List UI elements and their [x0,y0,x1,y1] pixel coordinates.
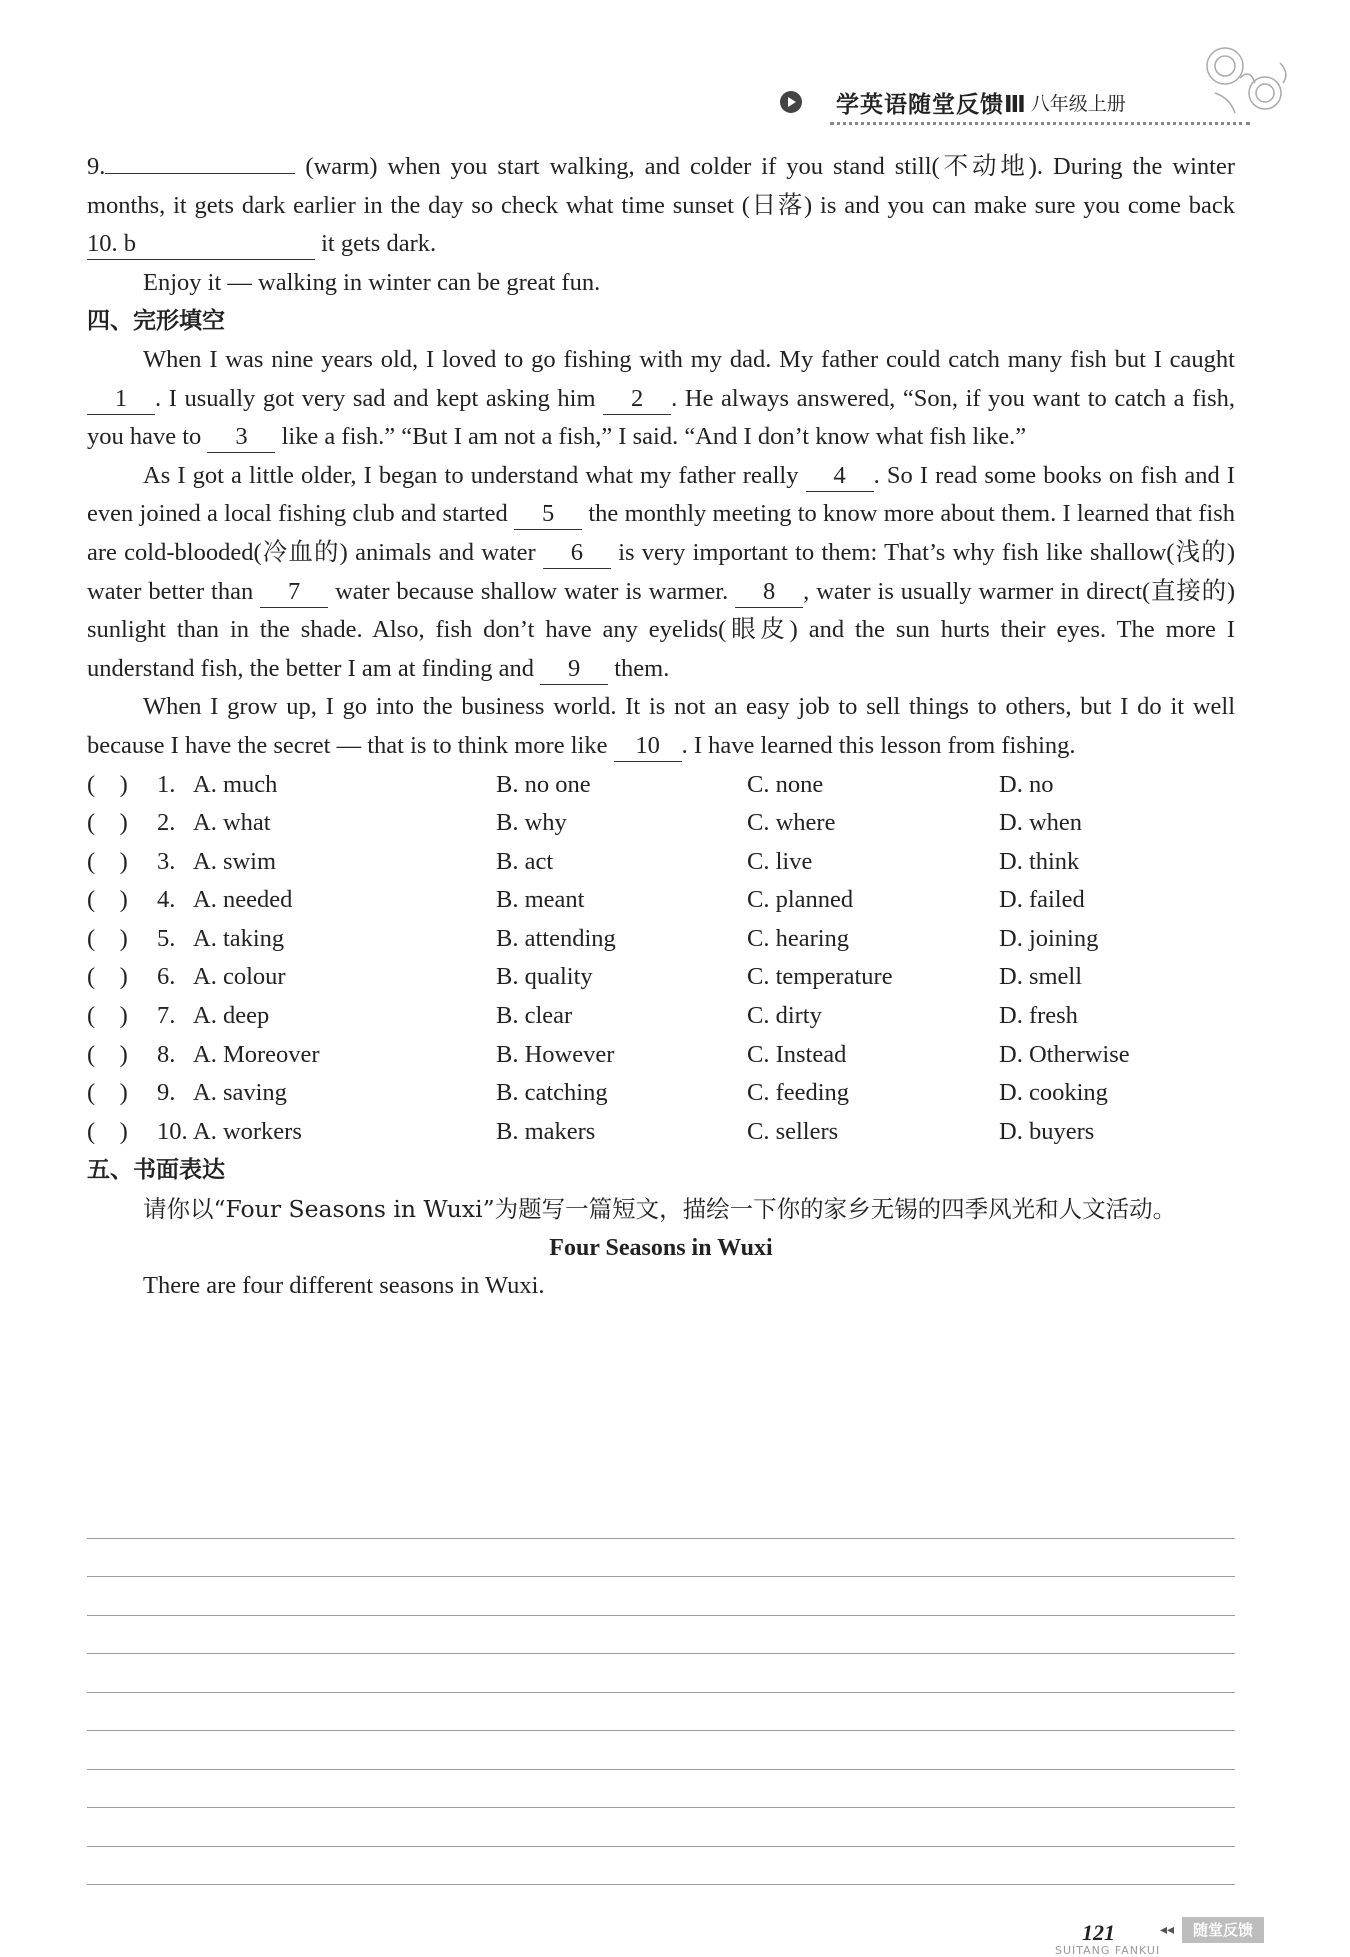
answer-paren[interactable]: ( ) [87,1117,128,1145]
essay-title: Four Seasons in Wuxi [549,1234,773,1261]
answer-paren[interactable]: ( ) [87,963,128,991]
option-c[interactable]: C. temperature [747,963,893,991]
answer-blank[interactable] [105,173,295,174]
option-c[interactable]: C. none [747,770,824,798]
question-number: 3. [157,847,176,875]
question-number: 2. [157,809,176,837]
question-number: 7. [157,1002,176,1030]
question-number: 9. [157,1079,176,1107]
option-row [87,997,1235,1036]
option-row [87,1036,1235,1075]
cloze-blank: 2 [603,384,671,415]
answer-paren[interactable]: ( ) [87,809,128,837]
cloze-blank: 10 [614,731,682,762]
option-c[interactable]: C. feeding [747,1079,850,1107]
option-a[interactable]: A. what [193,809,271,837]
grade-label: 八年级上册 [1030,92,1126,115]
cloze-paragraph [87,457,1235,689]
answer-blank[interactable] [87,229,315,260]
question-number: 9. [87,153,106,180]
cloze-blank: 3 [207,422,275,453]
answer-paren[interactable]: ( ) [87,1002,128,1030]
passage-text: As I got a little older, I began to understand what my father really [143,461,799,489]
option-row [87,958,1235,997]
cloze-blank: 6 [543,538,611,569]
option-row [87,804,1235,843]
option-c[interactable]: C. sellers [747,1117,839,1145]
option-d[interactable]: D. think [999,847,1080,875]
writing-prompt: 请你以“Four Seasons in Wuxi”为题写一篇短文，描绘一下你的家乡无锡的四季风光和人文活动。 [143,1195,1177,1224]
page-content [87,148,1235,1306]
option-d[interactable]: D. joining [999,924,1099,952]
answer-paren[interactable]: ( ) [87,924,128,952]
cloze-paragraph [87,688,1235,765]
option-d[interactable]: D. when [999,809,1083,837]
reading-text: it gets dark. [321,230,437,258]
option-row [87,843,1235,882]
answer-paren[interactable]: ( ) [87,847,128,875]
writing-line[interactable] [87,1731,1235,1770]
option-b[interactable]: B. However [496,1040,615,1068]
option-b[interactable]: B. no one [496,770,591,798]
cloze-blank: 5 [514,499,582,530]
question-number: 10. [157,1117,188,1145]
cloze-paragraph [87,341,1235,457]
option-b[interactable]: B. why [496,809,567,837]
blank-hint: 10. b [87,230,136,258]
option-row [87,881,1235,920]
option-c[interactable]: C. planned [747,886,854,914]
passage-text: the monthly meeting to know more about them. I learned that fish are cold-blooded(冷血的) animals and water [87,500,1236,566]
writing-line[interactable] [87,1539,1235,1578]
option-b[interactable]: B. clear [496,1002,573,1030]
option-b[interactable]: B. catching [496,1079,608,1107]
question-number: 8. [157,1040,176,1068]
page-header [780,82,1250,122]
passage-text: . He always answered, “Son, if you want to catch a fish, you have to [87,384,1236,451]
writing-line[interactable] [87,1577,1235,1616]
answer-paren[interactable]: ( ) [87,886,128,914]
option-d[interactable]: D. no [999,770,1054,798]
passage-text: , water is usually warmer in direct(直接的) sunlight than in the shade. Also, fish don’t have any eyelids(眼皮) and the sun hurts their eyes. The more I understand fish, the better I am at finding and [87,577,1236,682]
option-a[interactable]: A. Moreover [193,1040,320,1068]
passage-text: . So I read some books on fish and I even joined a local fishing club and started [87,461,1236,528]
option-b[interactable]: B. attending [496,924,616,952]
writing-line[interactable] [87,1654,1235,1693]
cloze-blank: 7 [260,577,328,608]
option-d[interactable]: D. buyers [999,1117,1095,1145]
writing-line[interactable] [87,1770,1235,1809]
option-d[interactable]: D. Otherwise [999,1040,1130,1068]
option-a[interactable]: A. taking [193,924,285,952]
passage-text: When I grow up, I go into the business world. It is not an easy job to sell things to others, but I do it well because I have the secret — that is to think more like [87,693,1235,759]
arrow-icon: ◂◂ [1160,1923,1175,1938]
option-c[interactable]: C. live [747,847,813,875]
option-c[interactable]: C. hearing [747,924,850,952]
option-c[interactable]: C. Instead [747,1040,847,1068]
answer-paren[interactable]: ( ) [87,1079,128,1107]
passage-text: . I usually got very sad and kept asking him [155,384,596,412]
footer-subtitle: SUITANG FANKUI [1055,1944,1161,1957]
option-a[interactable]: A. workers [193,1117,302,1145]
passage-text: . I have learned this lesson from fishing. [681,731,1076,759]
writing-line[interactable] [87,1500,1235,1539]
header-divider [830,122,1250,125]
option-a[interactable]: A. deep [193,1002,270,1030]
option-row [87,1074,1235,1113]
option-row [87,920,1235,959]
writing-line[interactable] [87,1616,1235,1655]
cloze-blank: 9 [540,654,608,685]
question-number: 5. [157,924,176,952]
page-number: 121 [1082,1920,1115,1945]
section-title-writing: 五、书面表达 [87,1157,225,1184]
passage-text: like a fish.” “But I am not a fish,” I said. “And I don’t know what fish like.” [281,423,1027,451]
writing-line[interactable] [87,1847,1235,1886]
reading-text: (warm) when you start walking, and colder if you stand still(不动地). During the winter months, it gets dark earlier in the day so check what time sunset (日落) is and you can make sure you come back [87,153,1236,219]
option-c[interactable]: C. dirty [747,1002,822,1030]
option-d[interactable]: D. smell [999,963,1083,991]
option-d[interactable]: D. fresh [999,1002,1078,1030]
answer-paren[interactable]: ( ) [87,770,128,798]
passage-text: When I was nine years old, I loved to go fishing with my dad. My father could catch many fish but I caught [143,345,1235,373]
option-d[interactable]: D. failed [999,886,1085,914]
option-a[interactable]: A. swim [193,847,277,875]
book-title: 学英语随堂反馈Ⅲ [836,91,1027,118]
play-icon [780,91,802,113]
option-b[interactable]: B. act [496,847,554,875]
option-a[interactable]: A. needed [193,886,293,914]
passage-text: is very important to them: That’s why fish like shallow(浅的) water better than [87,538,1236,605]
option-b[interactable]: B. meant [496,886,585,914]
option-a[interactable]: A. colour [193,963,286,991]
question-number: 1. [157,770,176,798]
flower-decoration-icon [1195,38,1305,128]
cloze-blank: 8 [735,577,803,608]
option-c[interactable]: C. where [747,809,836,837]
option-a[interactable]: A. much [193,770,278,798]
passage-text: them. [614,654,670,682]
option-b[interactable]: B. makers [496,1117,596,1145]
writing-line[interactable] [87,1808,1235,1847]
answer-paren[interactable]: ( ) [87,1040,128,1068]
question-number: 4. [157,886,176,914]
cloze-blank: 1 [87,384,155,415]
question-number: 6. [157,963,176,991]
option-a[interactable]: A. saving [193,1079,287,1107]
passage-text: water because shallow water is warmer. [335,577,729,605]
footer-badge: 随堂反馈 [1182,1917,1264,1943]
writing-line[interactable] [87,1693,1235,1732]
cloze-options [87,766,1235,1152]
option-d[interactable]: D. cooking [999,1079,1108,1107]
reading-text: Enjoy it — walking in winter can be great fun. [143,268,601,296]
writing-area[interactable] [87,1500,1235,1885]
option-row [87,766,1235,805]
reading-continuation [87,148,1235,264]
essay-first-line: There are four different seasons in Wuxi. [143,1272,545,1300]
option-row [87,1113,1235,1152]
section-title-cloze: 四、完形填空 [87,308,225,335]
option-b[interactable]: B. quality [496,963,593,991]
cloze-blank: 4 [806,461,874,492]
